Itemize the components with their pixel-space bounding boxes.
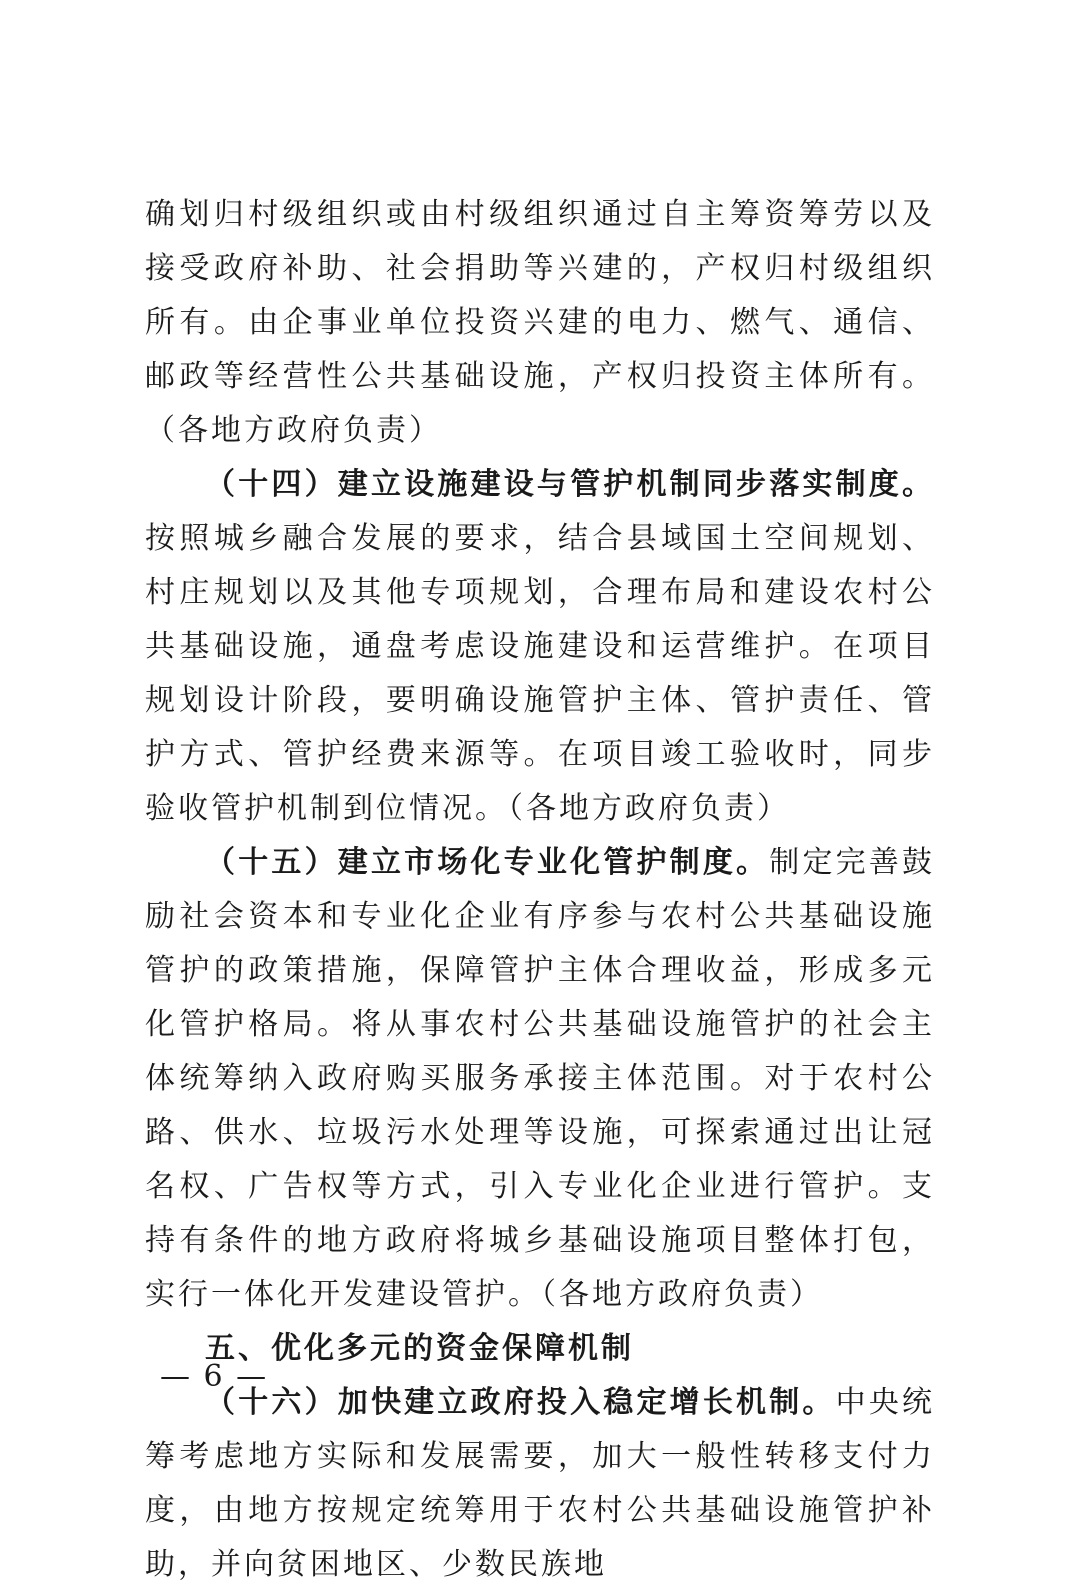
paragraph-fourteen-title: （十四）建立设施建设与管护机制同步落实制度。 [205, 467, 935, 502]
paragraph-fourteen-body: 按照城乡融合发展的要求，结合县域国土空间规划、村庄规划以及其他专项规划，合理布局和建设农村公共基础设施，通盘考虑设施建设和运营维护。在项目规划设计阶段，要明确设施管护主体、管护责任、管护方式、管护经费来源等。在项目竣工验收时，同步验收管护机制到位情况。（各地方政府负责） [145, 521, 935, 826]
paragraph-fifteen-title: （十五）建立市场化专业化管护制度。 [205, 845, 770, 880]
section-heading: 五、优化多元的资金保障机制 [205, 1331, 634, 1366]
paragraph-fifteen-body: 制定完善鼓励社会资本和专业化企业有序参与农村公共基础设施管护的政策措施，保障管护主体合理收益，形成多元化管护格局。将从事农村公共基础设施管护的社会主体统筹纳入政府购买服务承接主体范围。对于农村公路、供水、垃圾污水处理等设施，可探索通过出让冠名权、广告权等方式，引入专业化企业进行管护。支持有条件的地方政府将城乡基础设施项目整体打包，实行一体化开发建设管护。（各地方政府负责） [145, 845, 936, 1312]
page-number: — 6 — [160, 1359, 269, 1394]
paragraph-fourteen [145, 458, 935, 836]
paragraph-sixteen [145, 1376, 935, 1592]
paragraph-continuation: 确划归村级组织或由村级组织通过自主筹资筹劳以及接受政府补助、社会捐助等兴建的，产权归村级组织所有。由企事业单位投资兴建的电力、燃气、通信、邮政等经营性公共基础设施，产权归投资主体所有。（各地方政府负责） [145, 197, 935, 448]
paragraph-sixteen-body: 中央统筹考虑地方实际和发展需要，加大一般性转移支付力度，由地方按规定统筹用于农村公共基础设施管护补助，并向贫困地区、少数民族地 [145, 1385, 936, 1582]
paragraph-sixteen-title: （十六）加快建立政府投入稳定增长机制。 [205, 1385, 836, 1420]
paragraph-fifteen [145, 836, 935, 1322]
